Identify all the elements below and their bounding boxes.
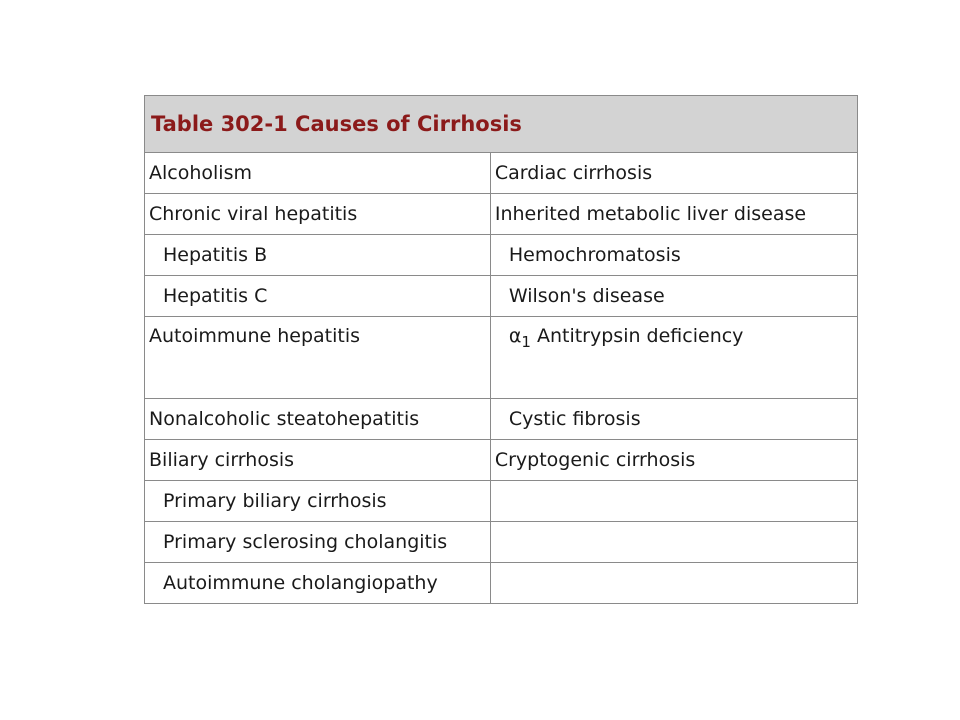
- table-row: [145, 317, 858, 399]
- table-cell-right: [490, 522, 857, 563]
- table-cell-left: Autoimmune cholangiopathy: [145, 563, 491, 604]
- table-cell-right: Wilson's disease: [490, 276, 857, 317]
- table-cell-right: [490, 317, 857, 399]
- table-cell-right: Cystic fibrosis: [490, 399, 857, 440]
- causes-of-cirrhosis-table: [144, 95, 858, 604]
- table-cell-right-text: Antitrypsin deficiency: [536, 325, 744, 347]
- table-cell-right: Inherited metabolic liver disease: [490, 194, 857, 235]
- table-cell-left: Hepatitis C: [145, 276, 491, 317]
- table-row: [145, 153, 858, 194]
- table-cell-right: [490, 563, 857, 604]
- alpha-subscript: 1: [521, 333, 531, 351]
- table-row: [145, 481, 858, 522]
- table-row: [145, 522, 858, 563]
- table-cell-left: Nonalcoholic steatohepatitis: [145, 399, 491, 440]
- alpha-symbol: α: [508, 325, 522, 347]
- table-cell-right: Hemochromatosis: [490, 235, 857, 276]
- table-title-row: [145, 96, 858, 153]
- table-cell-left: Primary biliary cirrhosis: [145, 481, 491, 522]
- table-cell-left: Hepatitis B: [145, 235, 491, 276]
- table-cell-left: Autoimmune hepatitis: [145, 317, 491, 399]
- table-row: [145, 276, 858, 317]
- table-cell-right: Cryptogenic cirrhosis: [490, 440, 857, 481]
- table-cell-right: Cardiac cirrhosis: [490, 153, 857, 194]
- causes-table-container: [144, 95, 858, 604]
- table-row: [145, 399, 858, 440]
- table-cell-right: [490, 481, 857, 522]
- table-row: [145, 235, 858, 276]
- table-cell-left: Biliary cirrhosis: [145, 440, 491, 481]
- table-row: [145, 440, 858, 481]
- table-cell-left: Chronic viral hepatitis: [145, 194, 491, 235]
- table-cell-left: Primary sclerosing cholangitis: [145, 522, 491, 563]
- table-row: [145, 563, 858, 604]
- table-title: Table 302-1 Causes of Cirrhosis: [145, 96, 858, 153]
- table-row: [145, 194, 858, 235]
- table-cell-left: Alcoholism: [145, 153, 491, 194]
